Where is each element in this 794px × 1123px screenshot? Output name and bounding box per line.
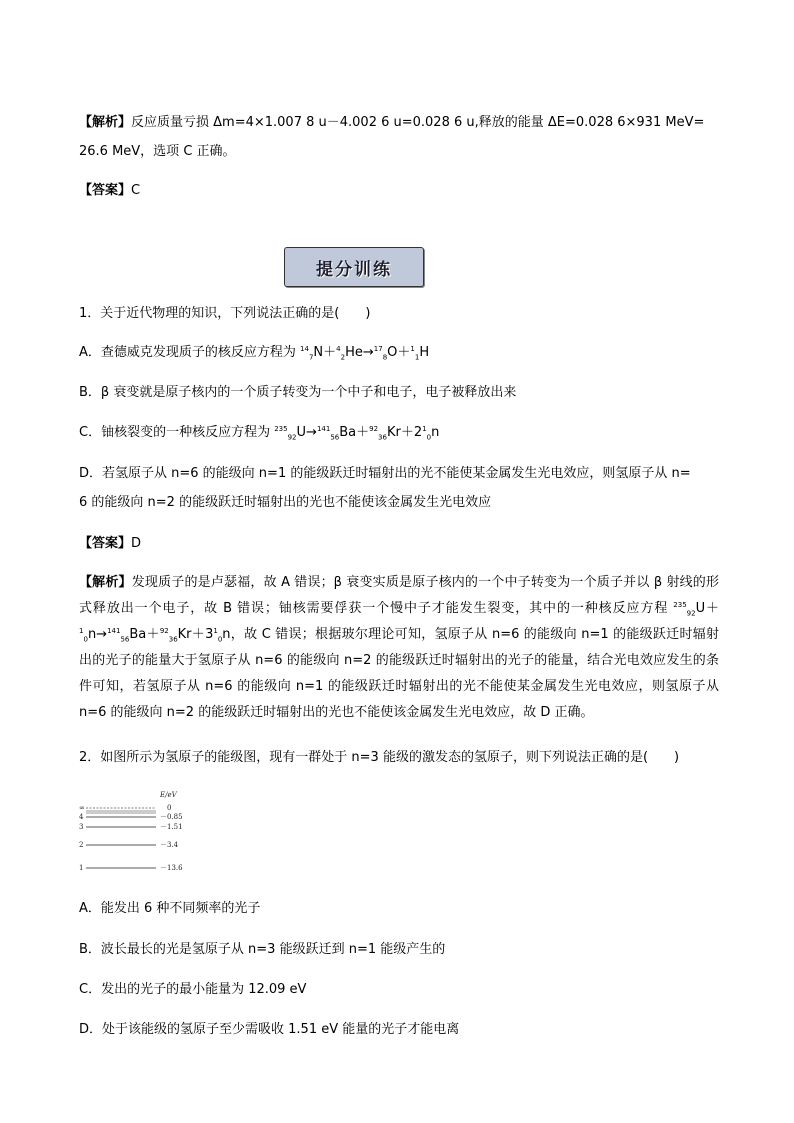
element: N＋ <box>313 345 337 360</box>
mass-number: 235 <box>274 425 288 433</box>
atomic-number: 92 <box>686 609 696 618</box>
prev-answer <box>79 182 719 200</box>
atomic-number: 36 <box>168 635 178 644</box>
level-n-1: 1 <box>79 864 84 872</box>
q1-option-b: B．β 衰变就是原子核内的一个质子转变为一个中子和电子，电子被释放出来 <box>79 385 517 400</box>
answer-value: D <box>131 536 142 551</box>
element: O＋ <box>387 345 411 360</box>
element: Kr＋2 <box>386 425 423 440</box>
section-banner <box>284 247 424 287</box>
level-e-inf: 0 <box>167 804 172 812</box>
level-n-2: 2 <box>79 841 84 849</box>
analysis-text-a: 发现质子的是卢瑟福，故 A 错误；β 衰变实质是原子核内的一个中子转变为一个质子并以 β 射线的形式释放出一个电子，故 B 错误；铀核需要俘获一个慢中子才能发生裂变，其中的一种核反应方程 <box>79 575 719 616</box>
element: He→ <box>345 345 374 360</box>
mass-number: 17 <box>373 345 383 353</box>
q1-option-a <box>79 344 719 362</box>
q1-option-d-line-2: 6 的能级向 n=2 的能级跃迁时辐射出的光也不能使该金属发生光电效应 <box>79 495 492 510</box>
level-e-2: －3.4 <box>160 841 179 849</box>
section-banner-title: 提分训练 <box>316 259 392 280</box>
mass-number: 141 <box>316 425 331 433</box>
atomic-number: 2 <box>340 353 346 362</box>
q2-stem: 2．如图所示为氢原子的能级图，现有一群处于 n=3 能级的激发态的氢原子，则下列说法正确的是( ) <box>79 750 680 765</box>
element: Ba＋ <box>339 425 370 440</box>
q2-option-c: C．发出的光子的最小能量为 12.09 eV <box>79 982 307 997</box>
analysis-text: 反应质量亏损 Δm=4×1.007 8 u－4.002 6 u=0.028 6 u,释放的能量 ΔE=0.028 6×931 MeV= <box>131 115 705 130</box>
mass-number: 1 <box>422 425 427 433</box>
atomic-number: 56 <box>120 635 130 644</box>
q2-option-b: B．波长最长的光是氢原子从 n=3 能级跃迁到 n=1 能级产生的 <box>79 942 446 957</box>
mass-number: 235 <box>673 601 687 609</box>
analysis-label: 【解析】 <box>79 575 132 590</box>
prev-analysis-line-2: 26.6 MeV，选项 C 正确。 <box>79 144 236 159</box>
energy-level-diagram <box>78 788 198 878</box>
mass-number: 1 <box>213 627 218 635</box>
element: Kr＋3 <box>177 627 214 642</box>
element: U＋ <box>695 601 720 616</box>
q2-option-a: A．能发出 6 种不同频率的光子 <box>79 901 261 916</box>
q1-option-c <box>79 424 719 442</box>
mass-number: 4 <box>336 345 341 353</box>
atomic-number: 92 <box>287 433 297 442</box>
atomic-number: 7 <box>308 353 314 362</box>
answer-value: C <box>131 183 141 198</box>
analysis-label: 【解析】 <box>79 115 132 130</box>
level-e-4: －0.85 <box>160 813 183 821</box>
atomic-number: 56 <box>330 433 340 442</box>
level-n-3: 3 <box>79 823 84 831</box>
level-e-1: －13.6 <box>160 864 183 872</box>
mass-number: 14 <box>300 345 309 353</box>
atomic-number: 36 <box>378 433 387 442</box>
q1-stem: 1．关于近代物理的知识，下列说法正确的是( ) <box>79 306 371 321</box>
element: n→ <box>87 627 108 642</box>
atomic-number: 8 <box>382 353 388 362</box>
q1-option-d-line-1: D．若氢原子从 n=6 的能级向 n=1 的能级跃迁时辐射出的光不能使某金属发生光电效应，则氢原子从 n= <box>79 466 691 481</box>
mass-number: 1 <box>79 627 84 635</box>
analysis-text-b: ，故 C 错误；根据玻尔理论可知，氢原子从 n=6 的能级向 n=1 的能级跃迁时辐射出的光子的能量大于氢原子从 n=6 的能级向 n=2 的能级跃迁时辐射出的光子的能量，结合光电效应发生的条件可知，若氢原子从 n=6 的能级向 n=1 的能级跃迁时辐射出的光不能使某金属发生光电效应，则氢原子从 n=6 的能级向 n=2 的能级跃迁时辐射出的光也不能使该金属发生光电效应，故 D 正确。 <box>79 627 719 720</box>
q1-option-a-text: A．查德威克发现质子的核反应方程为 <box>79 345 301 360</box>
atomic-number: 1 <box>414 353 420 362</box>
q1-option-c-text: C．铀核裂变的一种核反应方程为 <box>79 425 275 440</box>
mass-number: 141 <box>107 627 121 635</box>
atomic-number: 0 <box>217 635 223 644</box>
answer-label: 【答案】 <box>79 183 132 198</box>
answer-label: 【答案】 <box>79 536 132 551</box>
level-e-3: －1.51 <box>160 823 183 831</box>
atomic-number: 0 <box>83 635 88 644</box>
element: n <box>431 425 440 440</box>
q2-option-d: D．处于该能级的氢原子至少需吸收 1.51 eV 能量的光子才能电离 <box>79 1022 460 1037</box>
prev-analysis-line-1 <box>79 114 719 132</box>
element: U→ <box>296 425 317 440</box>
q1-analysis <box>79 570 719 726</box>
element: H <box>419 345 430 360</box>
element: Ba＋ <box>129 627 160 642</box>
atomic-number: 0 <box>426 433 432 442</box>
diagram-axis-label: E/eV <box>160 791 177 799</box>
level-n-4: 4 <box>79 813 84 821</box>
mass-number: 92 <box>159 627 169 635</box>
mass-number: 92 <box>369 425 379 433</box>
q1-answer <box>79 535 719 553</box>
element: n <box>222 627 231 642</box>
mass-number: 1 <box>410 345 415 353</box>
level-n-inf: ∞ <box>79 804 85 812</box>
